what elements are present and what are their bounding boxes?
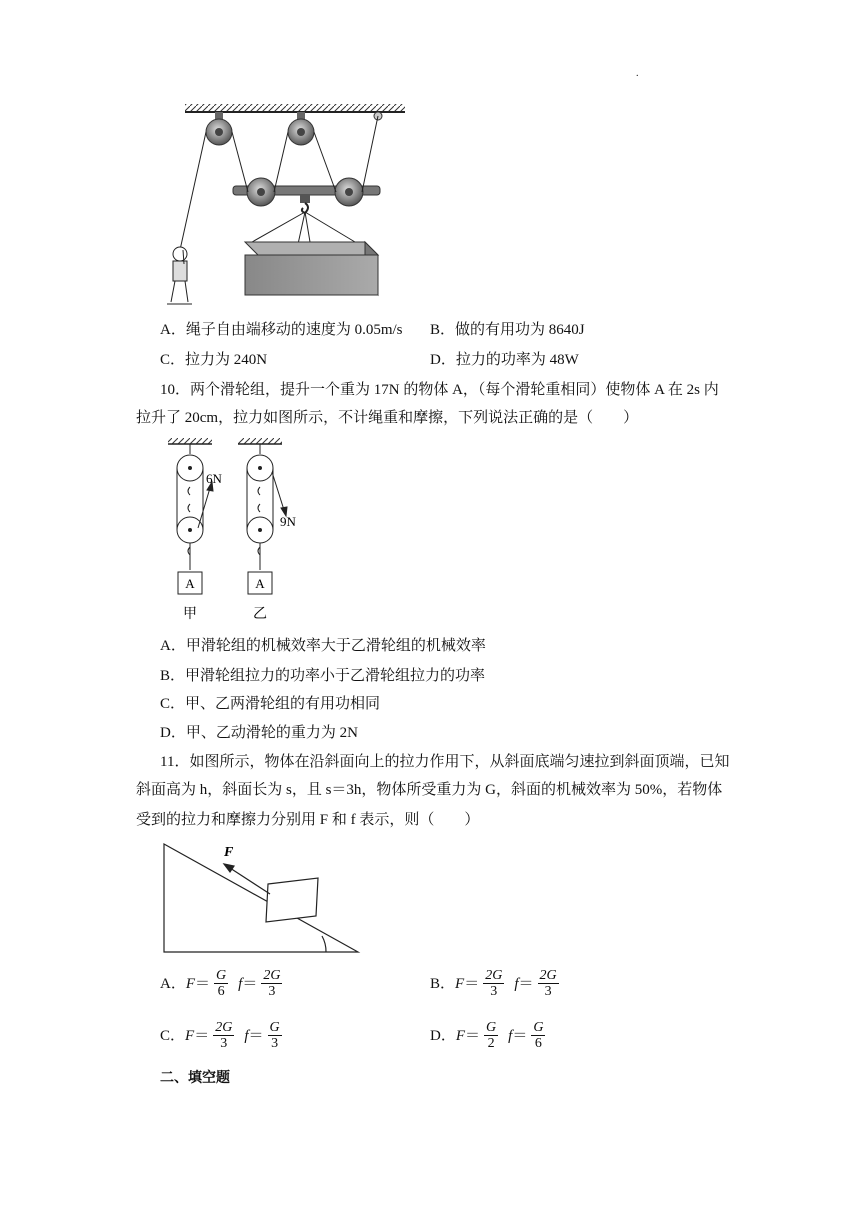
q11-option-a-f-fraction	[261, 968, 282, 999]
q10-option-c: C．甲、乙两滑轮组的有用功相同	[160, 696, 381, 712]
fraction-numerator: 2G	[263, 968, 281, 983]
fraction-numerator: G	[533, 1020, 544, 1035]
f-symbol: f	[238, 975, 243, 992]
F-symbol: F	[185, 1027, 195, 1044]
equals-sign: ＝	[518, 975, 534, 992]
f-symbol: f	[508, 1027, 513, 1044]
q9-option-b: B．做的有用功为 8640J	[430, 322, 585, 338]
incline-force-label: F	[224, 845, 234, 860]
equals-sign: ＝	[195, 975, 211, 992]
fraction-denominator: 3	[271, 1036, 279, 1051]
q11-option-a-prefix: A．	[160, 975, 186, 992]
left-caption: 甲	[183, 607, 197, 622]
equals-sign: ＝	[465, 1027, 481, 1044]
two-pulley-groups-figure	[160, 432, 320, 630]
fraction-denominator: 2	[487, 1036, 495, 1051]
fraction-numerator: 2G	[215, 1020, 233, 1035]
q11-option-c-prefix: C．	[160, 1027, 186, 1044]
fraction-numerator: 2G	[485, 968, 503, 983]
fraction-denominator: 3	[220, 1036, 228, 1051]
left-block-label: A	[185, 576, 195, 591]
q10-option-a: A．甲滑轮组的机械效率大于乙滑轮组的机械效率	[160, 638, 486, 654]
f-symbol: f	[244, 1027, 249, 1044]
q11-option-d-prefix: D．	[430, 1027, 456, 1044]
section-title: 二、填空题	[160, 1070, 230, 1086]
F-symbol: F	[455, 975, 465, 992]
q9-option-a: A．绳子自由端移动的速度为 0.05m/s	[160, 322, 403, 338]
equals-sign: ＝	[464, 975, 480, 992]
F-symbol: F	[455, 1027, 466, 1044]
q10-stem-line2: 拉升了 20cm，拉力如图所示，不计绳重和摩擦，下列说法正确的是（ ）	[136, 410, 639, 426]
q11-option-d-f-fraction	[531, 1020, 545, 1051]
equals-sign: ＝	[194, 1027, 210, 1044]
q9-option-c: C．拉力为 240N	[160, 352, 268, 368]
fraction-denominator: 3	[268, 984, 276, 999]
equals-sign: ＝	[248, 1027, 264, 1044]
q10-option-b: B．甲滑轮组拉力的功率小于乙滑轮组拉力的功率	[160, 668, 486, 684]
q11-option-d-F-fraction	[484, 1020, 498, 1051]
q11-option-b	[430, 968, 563, 999]
q10-stem-line1: 10．两个滑轮组，提升一个重为 17N 的物体 A，（每个滑轮重相同）使物体 A 在 2s 内	[160, 382, 719, 398]
right-block-label: A	[255, 576, 265, 591]
q11-stem-line3: 受到的拉力和摩擦力分别用 F 和 f 表示，则（ ）	[136, 812, 480, 828]
equals-sign: ＝	[242, 975, 258, 992]
q11-option-b-prefix: B．	[430, 975, 456, 992]
F-symbol: F	[185, 975, 196, 992]
q11-option-c-f-fraction	[268, 1020, 282, 1051]
q11-option-a	[160, 968, 286, 999]
equals-sign: ＝	[512, 1027, 528, 1044]
corner-mark: .	[636, 68, 639, 79]
right-force-label: 9N	[280, 514, 296, 529]
q9-option-d: D．拉力的功率为 48W	[430, 352, 579, 368]
fraction-numerator: G	[216, 968, 227, 983]
fraction-denominator: 3	[544, 984, 552, 999]
q11-option-c-F-fraction	[213, 1020, 234, 1051]
fraction-numerator: G	[269, 1020, 280, 1035]
q11-option-a-F-fraction	[214, 968, 228, 999]
q11-option-b-f-fraction	[538, 968, 559, 999]
fraction-denominator: 6	[534, 1036, 542, 1051]
fraction-numerator: 2G	[539, 968, 557, 983]
pulley-system-figure	[160, 100, 410, 310]
incline-figure	[158, 838, 368, 960]
left-force-label: 6N	[206, 471, 222, 486]
q11-stem-line1: 11．如图所示，物体在沿斜面向上的拉力作用下，从斜面底端匀速拉到斜面顶端，已知	[160, 754, 730, 770]
fraction-denominator: 3	[490, 984, 498, 999]
q11-stem-line2: 斜面高为 h，斜面长为 s，且 s＝3h，物体所受重力为 G，斜面的机械效率为 50%，若物体	[136, 782, 723, 798]
q10-option-d: D．甲、乙动滑轮的重力为 2N	[160, 725, 358, 741]
q11-option-c	[160, 1020, 286, 1051]
fraction-numerator: G	[486, 1020, 497, 1035]
q11-option-d	[430, 1020, 549, 1051]
fraction-denominator: 6	[217, 984, 225, 999]
right-caption: 乙	[253, 607, 267, 622]
q11-option-b-F-fraction	[483, 968, 504, 999]
f-symbol: f	[514, 975, 519, 992]
